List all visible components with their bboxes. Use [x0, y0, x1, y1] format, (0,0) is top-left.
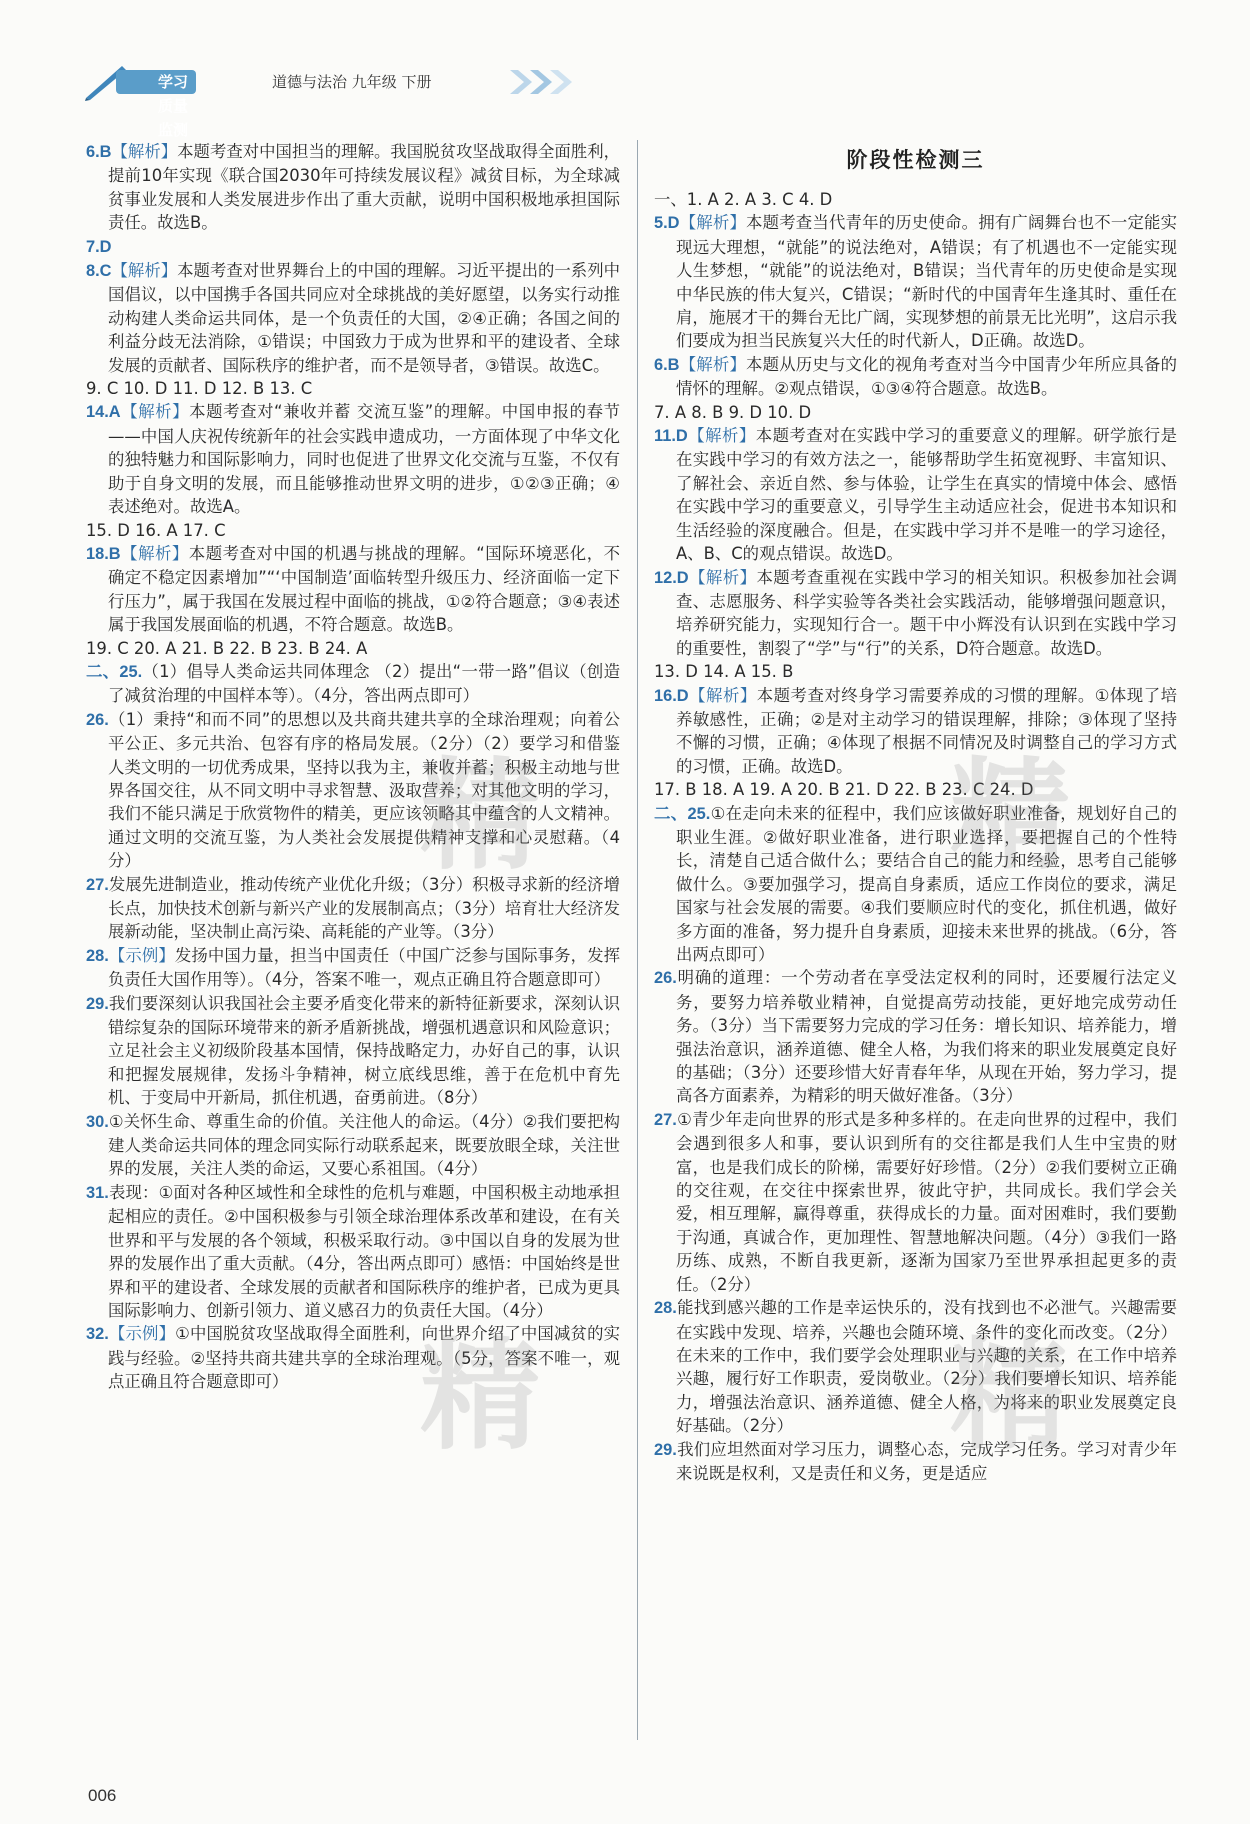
- item-text: 本题考查对终身学习需要养成的习惯的理解。①体现了培养敏感性，正确；②是对主动学习的错误理解，排除；③体现了坚持不懈的习惯，正确；④体现了根据不同情况及时调整自己的学习方式的习惯，正确。故选D。: [676, 685, 1177, 776]
- answer-item: [654, 684, 1177, 779]
- answer-row: 19. C 20. A 21. B 22. B 23. B 24. A: [86, 638, 368, 658]
- item-answer: A: [108, 403, 121, 422]
- right-column: [654, 140, 1177, 1485]
- item-text: 能找到感兴趣的工作是幸运快乐的，没有找到也不必泄气。兴趣需要在实践中发现、培养，兴趣也会随环境、条件的变化而改变。（2分）在未来的工作中，我们要学会处理职业与兴趣的关系，在工作中培养兴趣，履行好工作职责，爱岗敬业。（2分）我们要增长知识、培养能力，增强法治意识、涵养道德、健全人格，为将来的职业发展奠定良好基础。（2分）: [676, 1298, 1177, 1436]
- answer-item: [654, 424, 1177, 565]
- answer-item: [86, 400, 620, 518]
- item-answer: D: [676, 568, 689, 587]
- answer-row: 17. B 18. A 19. A 20. B 21. D 22. B 23. C 24. D: [654, 780, 1034, 800]
- item-text: 本题考查对“兼收并蓄 交流互鉴”的理解。中国申报的春节——中国人庆祝传统新年的社会实践申遗成功，一方面体现了中华文化的独特魅力和国际影响力，同时也促进了世界文化交流与互鉴，不仅有助于自身文明的发展，而且能够推动世界文明的进步，①②③正确；④表述绝对。故选A。: [108, 402, 621, 517]
- item-number: 16.: [654, 686, 677, 705]
- item-number: 29.: [654, 1440, 677, 1459]
- item-number: 31.: [86, 1183, 109, 1202]
- answer-item: [654, 1296, 1177, 1437]
- item-answer: B: [667, 355, 680, 374]
- item-tag: 【解析】: [111, 142, 178, 161]
- item-answer: D: [676, 686, 689, 705]
- item-text: ①青少年走向世界的形式是多种多样的。在走向世界的过程中，我们会遇到很多人和事，要认识到所有的交往都是我们人生中宝贵的财富，也是我们成长的阶梯，需要好好珍惜。（2分）②我们要树立正确的交往观，在交往中探索世界，彼此守护，共同成长。我们学会关爱，相互理解，赢得尊重，获得成长的力量。面对困难时，我们要勤于沟通，真诚合作，更加理性、智慧地解决问题。（4分）③我们一路历练、成熟，不断自我更新，逐渐为国家乃至世界承担起更多的责任。（2分）: [676, 1109, 1177, 1294]
- item-answer: D: [99, 237, 112, 256]
- item-text: 我们要深刻认识我国社会主要矛盾变化带来的新特征新要求，深刻认识错综复杂的国际环境带来的新矛盾新挑战，增强机遇意识和风险意识；立足社会主义初级阶段基本国情，保持战略定力，办好自己的事，认识和把握发展规律，发扬斗争精神，树立底线思维，善于在危机中育先机、于变局中开新局，抓住机遇，奋勇前进。（8分）: [108, 993, 620, 1108]
- item-number: 14.: [86, 403, 109, 422]
- item-answer: C: [99, 262, 112, 281]
- item-tag: 【解析】: [688, 567, 757, 587]
- item-answer: B: [108, 544, 121, 563]
- item-number: 12.: [654, 568, 677, 587]
- section-title: 阶段性检测三: [846, 148, 985, 172]
- answer-row: 15. D 16. A 17. C: [86, 520, 226, 540]
- item-text: 明确的道理：一个劳动者在享受法定权利的同时，还要履行法定义务，要努力培养敬业精神，自觉提高劳动技能，更好地完成劳动任务。（3分）当下需要努力完成的学习任务：增长知识、培养能力，增强法治意识，涵养道德、健全人格，为我们将来的职业发展奠定良好的基础；（3分）还要珍惜大好青春年华，从现在开始，努力学习，提高各方面素养，为精彩的明天做好准备。（3分）: [676, 968, 1177, 1106]
- watermark: 精: [420, 747, 546, 886]
- answer-item: [86, 140, 620, 235]
- item-tag: 【解析】: [687, 426, 756, 446]
- item-answer: D: [675, 427, 688, 446]
- answer-item: [86, 1110, 620, 1181]
- item-answer: B: [99, 143, 112, 161]
- answer-item: [654, 353, 1177, 401]
- item-number: 27.: [86, 875, 109, 894]
- answer-item: [654, 211, 1177, 352]
- item-number: 28.: [86, 946, 109, 965]
- watermark: 精: [950, 1327, 1076, 1466]
- column-divider: [637, 140, 638, 1740]
- header-badge-text: 学习质量监测: [158, 73, 189, 139]
- item-number: 26.: [654, 969, 677, 988]
- page-header: [80, 62, 600, 139]
- item-text: 本题考查对中国担当的理解。我国脱贫攻坚战取得全面胜利，提前10年实现《联合国2030年可持续发展议程》减贫目标，为全球减贫事业发展和人类发展进步作出了重大贡献，说明中国积极地承担国际责任。故选B。: [108, 142, 621, 233]
- item-tag: 【解析】: [688, 685, 757, 705]
- header-badge: [116, 70, 196, 139]
- answer-item: [86, 873, 620, 944]
- item-text: 本题考查对世界舞台上的中国的理解。习近平提出的一系列中国倡议，以中国携手各国共同应对全球挑战的美好愿望，以务实行动推动构建人类命运共同体，是一个负责任的大国，②④正确；各国之间的利益分歧无法消除，①错误；中国致力于成为世界和平的建设者、全球发展的贡献者、国际秩序的维护者，而不是领导者，③错误。故选C。: [108, 261, 621, 375]
- item-number: 11.: [654, 427, 676, 446]
- answer-item: [654, 566, 1177, 661]
- item-tag: 【解析】: [120, 543, 189, 563]
- item-tag: 【解析】: [120, 402, 190, 422]
- item-tag: 【解析】: [679, 354, 747, 374]
- chevron-decoration-icon: [510, 68, 610, 96]
- item-text: 发扬中国力量，担当中国责任（中国广泛参与国际事务，发挥负责任大国作用等）。（4分，答案不唯一，观点正确且符合题意即可）: [108, 945, 620, 990]
- item-text: 本题考查当代青年的历史使命。拥有广阔舞台也不一定能实现远大理想，“就能”的说法绝对，A错误；有了机遇也不一定能实现人生梦想，“就能”的说法绝对，B错误；当代青年的历史使命是实现中华民族的伟大复兴，C错误；“新时代的中国青年生逢其时、重任在肩，施展才干的舞台无比广阔，实现梦想的前景无比光明”，这启示我们要成为担当民族复兴大任的时代新人，D正确。故选D。: [676, 213, 1178, 351]
- item-number: 26.: [86, 710, 109, 729]
- header-subject: 道德与法治 九年级 下册: [272, 73, 432, 91]
- item-answer: D: [667, 214, 680, 233]
- answer-item: [86, 235, 620, 259]
- item-text: 本题考查对在实践中学习的重要意义的理解。研学旅行是在实践中学习的有效方法之一，能够帮助学生拓宽视野、丰富知识、了解社会、亲近自然、参与体验，让学生在真实的情境中体会、感悟在实践中学习的重要意义，引导学生主动适应社会，促进书本知识和生活经验的深度融合。但是，在实践中学习并不是唯一的学习途径，A、B、C的观点错误。故选D。: [676, 426, 1178, 564]
- item-tag: 【示例】: [108, 1324, 176, 1344]
- item-text: 发展先进制造业，推动传统产业优化升级；（3分）积极寻求新的经济增长点，加快技术创新与新兴产业的发展制高点；（3分）培育壮大经济发展新动能，坚决制止高污染、高耗能的产业等。（3分）: [108, 874, 620, 942]
- item-text: 本题从历史与文化的视角考查对当今中国青少年所应具备的情怀的理解。②观点错误，①③④符合题意。故选B。: [676, 354, 1178, 399]
- item-number: 二、25.: [86, 662, 143, 681]
- item-text: ①关怀生命、尊重生命的价值。关注他人的命运。（4分）②我们要把构建人类命运共同体的理念同实际行动联系起来，既要放眼全球，关注世界的发展，关注人类的命运，又要心系祖国。（4分）: [108, 1111, 620, 1179]
- page-number: 006: [88, 1786, 117, 1805]
- answer-item: [654, 1108, 1177, 1296]
- answer-item: [86, 660, 620, 708]
- item-text: （1）倡导人类命运共同体理念 （2）提出“一带一路”倡议（创造了减贫治理的中国样本等）。（4分，答出两点即可）: [108, 661, 620, 706]
- answer-item: [86, 542, 620, 637]
- item-number: 6.: [86, 143, 100, 161]
- answer-item: [86, 1322, 620, 1393]
- answer-row: 9. C 10. D 11. D 12. B 13. C: [86, 379, 313, 399]
- item-text: ①中国脱贫攻坚战取得全面胜利，向世界介绍了中国减贫的实践与经验。②坚持共商共建共享的全球治理观。（5分，答案不唯一，观点正确且符合题意即可）: [108, 1324, 620, 1392]
- item-text: 表现：①面对各种区域性和全球性的危机与难题，中国积极主动地承担起相应的责任。②中国积极参与引领全球治理体系改革和建设，在有关世界和平与发展的各个领域，积极采取行动。③中国以自身的发展为世界的发展作出了重大贡献。（4分，答出两点即可）感悟：中国始终是世界和平的建设者、全球发展的贡献者和国际秩序的维护者，已成为更具国际影响力、创新引领力、道义感召力的负责任大国。（4分）: [108, 1182, 620, 1320]
- item-text: ①在走向未来的征程中，我们应该做好职业准备，规划好自己的职业生涯。②做好职业准备，进行职业选择，要把握自己的个性特长，清楚自己适合做什么；要结合自己的能力和经验，思考自己能够做什么。③要加强学习，提高自身素质，适应工作岗位的要求，满足国家与社会发展的需要。④我们要顺应时代的变化，抓住机遇，做好多方面的准备，努力提升自身素质，迎接未来世界的挑战。（6分，答出两点即可）: [676, 803, 1177, 964]
- item-number: 18.: [86, 544, 109, 563]
- item-tag: 【示例】: [108, 945, 175, 965]
- item-number: 6.: [654, 355, 668, 374]
- watermark: 精: [420, 1327, 546, 1466]
- item-tag: 【解析】: [679, 213, 747, 233]
- item-number: 27.: [654, 1110, 677, 1129]
- item-number: 7.: [86, 237, 100, 256]
- item-number: 29.: [86, 994, 109, 1013]
- item-number: 5.: [654, 214, 668, 233]
- answer-item: [654, 966, 1177, 1107]
- watermark: 精: [950, 747, 1076, 886]
- answer-item: [86, 259, 620, 377]
- answer-row: 一、1. A 2. A 3. C 4. D: [654, 190, 833, 209]
- item-text: 本题考查重视在实践中学习的相关知识。积极参加社会调查、志愿服务、科学实验等各类社会实践活动，能够增强问题意识，培养研究能力，实现知行合一。题干中小辉没有认识到在实践中学习的重要性，割裂了“学”与“行”的关系，D符合题意。故选D。: [676, 567, 1178, 658]
- answer-item: [86, 944, 620, 992]
- item-number: 8.: [86, 262, 100, 281]
- item-text: 本题考查对中国的机遇与挑战的理解。“国际环境恶化，不确定不稳定因素增加”“‘中国制造’面临转型升级压力、经济面临一定下行压力”，属于我国在发展过程中面临的挑战，①②符合题意；③④表述属于我国发展面临的机遇，不符合题意。故选B。: [108, 543, 620, 635]
- answer-row: 7. A 8. B 9. D 10. D: [654, 402, 812, 422]
- item-number: 32.: [86, 1325, 109, 1344]
- answer-item: [86, 708, 620, 873]
- item-number: 二、25.: [654, 804, 711, 823]
- item-tag: 【解析】: [111, 261, 178, 281]
- left-column: [86, 140, 620, 1394]
- answer-row: 13. D 14. A 15. B: [654, 662, 794, 682]
- item-number: 28.: [654, 1299, 677, 1318]
- answer-item: [86, 992, 620, 1110]
- answer-item: [654, 1438, 1177, 1486]
- answer-item: [654, 802, 1177, 967]
- item-text: （1）秉持“和而不同”的思想以及共商共建共享的全球治理观；向着公平公正、多元共治、包容有序的格局发展。（2分）（2）要学习和借鉴人类文明的一切优秀成果，坚持以我为主，兼收并蓄；积极主动地与世界各国交往，从不同文明中寻求智慧、汲取营养；对其他文明的学习，我们不能只满足于欣赏物件的精美，更应该领略其中蕴含的人文精神。通过文明的交流互鉴，为人类社会发展提供精神支撑和心灵慰藉。（4分）: [108, 709, 620, 871]
- item-number: 30.: [86, 1112, 109, 1131]
- answer-item: [86, 1181, 620, 1322]
- item-text: 我们应坦然面对学习压力，调整心态，完成学习任务。学习对青少年来说既是权利，又是责任和义务，更是适应: [676, 1439, 1177, 1483]
